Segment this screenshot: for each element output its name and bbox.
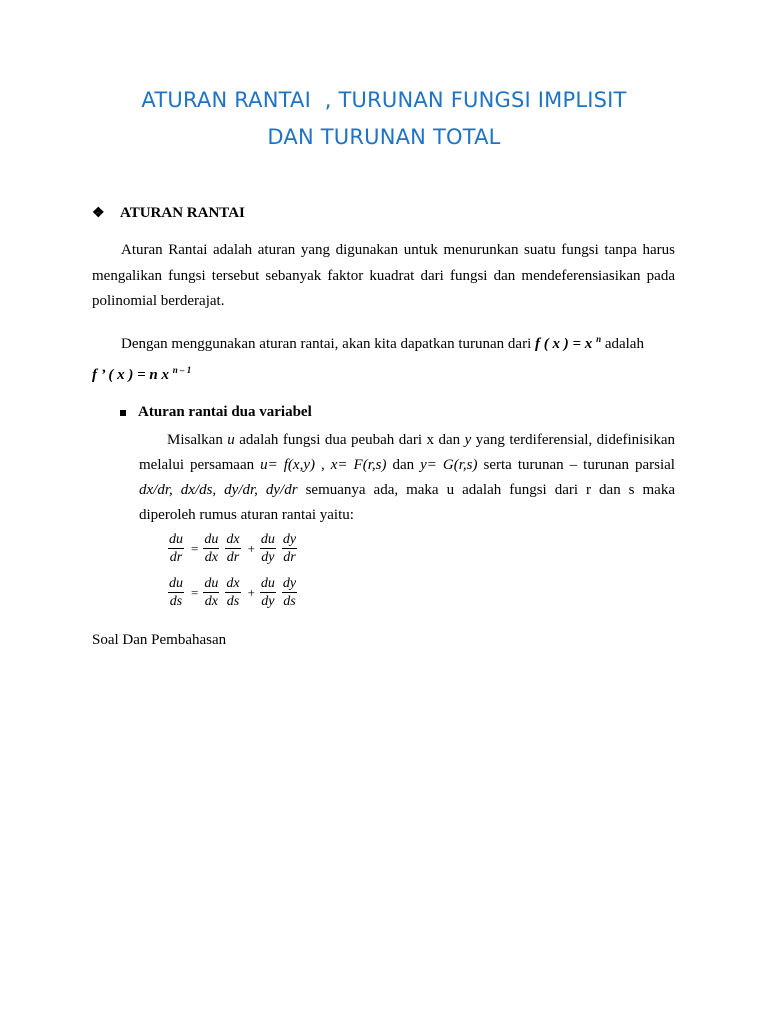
formula-f: f ( x ) = x <box>535 336 593 352</box>
section-heading-aturan-rantai <box>92 205 245 222</box>
diamond-bullet-icon: ❖ <box>92 206 105 221</box>
soal-dan-pembahasan: Soal Dan Pembahasan <box>92 632 227 648</box>
equation-du-ds: $\frac{du}{ds}$ = $\frac{du}{dx}$ $\frac{dx}{ds}$ + $\frac{du}{dy}$ $\frac{dy}{ds}$ <box>169 576 297 609</box>
fraction: $\frac{du}{dr}$ <box>169 532 183 565</box>
square-bullet-icon <box>120 410 126 416</box>
fraction: $\frac{du}{dx}$ <box>204 576 219 609</box>
paragraph-definition: Aturan Rantai adalah aturan yang digunakan untuk menurunkan suatu fungsi tanpa harus mengalikan fungsi tersebut sebanyak faktor kuadrat dari fungsi dan mendeferensiasikan pada polinomial berderajat. <box>92 242 675 309</box>
paragraph-power-rule: Dengan menggunakan aturan rantai, akan kita dapatkan turunan dari f ( x ) = x $^n$ adalah f ’ ( x ) = n x $^{n - 1}$ <box>92 334 644 383</box>
formula-f-exponent: n <box>596 334 602 344</box>
document-title-line-2: DAN TURUNAN TOTAL <box>267 125 501 149</box>
document-title-line-1: ATURAN RANTAI , TURUNAN FUNGSI IMPLISIT <box>141 88 627 112</box>
fraction: $\frac{du}{ds}$ <box>169 576 183 609</box>
fraction: $\frac{du}{dy}$ <box>260 532 275 565</box>
formula-f-prime: f ’ ( x ) = n x <box>92 366 170 383</box>
subsection-heading <box>120 404 312 421</box>
section-heading-text: ATURAN RANTAI <box>120 205 245 221</box>
fraction: $\frac{dy}{ds}$ <box>282 576 297 609</box>
equation-du-dr: $\frac{du}{dr}$ = $\frac{du}{dx}$ $\frac{dx}{dr}$ + $\frac{du}{dy}$ $\frac{dy}{dr}$ <box>169 532 297 565</box>
formula-f-prime-exponent: n – 1 <box>172 364 192 375</box>
fraction: $\frac{du}{dy}$ <box>260 576 275 609</box>
fraction: $\frac{du}{dx}$ <box>204 532 219 565</box>
subsection-heading-text: Aturan rantai dua variabel <box>138 404 312 420</box>
fraction: $\frac{dy}{dr}$ <box>282 532 297 565</box>
fraction: $\frac{dx}{ds}$ <box>226 576 240 609</box>
fraction: $\frac{dx}{dr}$ <box>226 532 240 565</box>
paragraph-two-variable: Misalkan u adalah fungsi dua peubah dari x dan y yang terdiferensial, didefinisikan melalui persamaan u= f(x,y) , x= F(r,s) dan y= G(r,s) serta turunan – turunan parsial dx/dr, dx/ds, dy/dr, dy/dr semuanya ada, maka u adalah fungsi dari r dan s maka diperoleh rumus aturan rantai yaitu: <box>139 432 676 523</box>
